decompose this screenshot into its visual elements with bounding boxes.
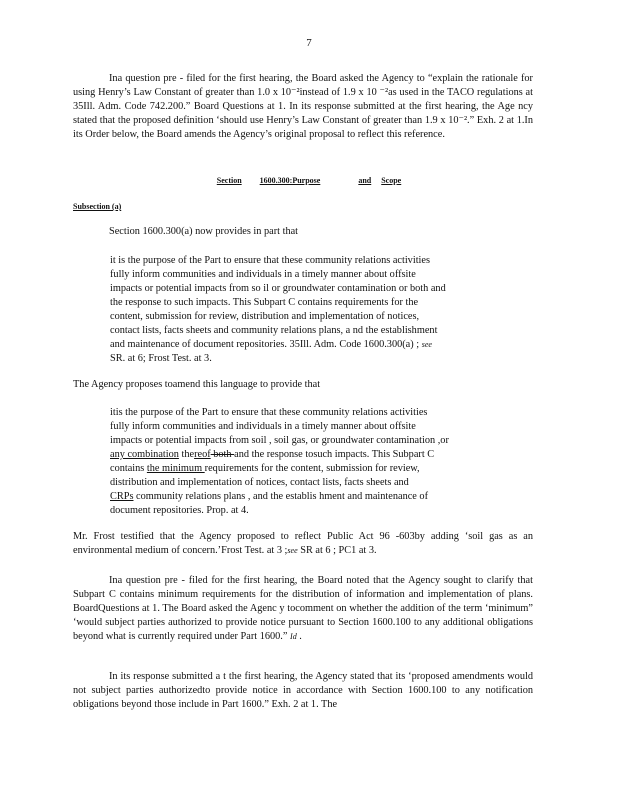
paragraph-text: . [296, 631, 302, 642]
section-number-title: 1600.300:Purpose [259, 176, 321, 185]
paragraph-agency-proposes: The Agency proposes toamend this language to provide that [73, 379, 321, 390]
quote-text: and the response tosuch impacts. This Subpart C [234, 449, 435, 460]
inserted-text: reof [194, 449, 211, 460]
see-signal: see [287, 546, 298, 555]
quote-line [110, 448, 498, 462]
inserted-text: any combination [110, 449, 179, 460]
quote-line: document repositories. Prop. at 4. [110, 505, 249, 516]
paragraph-frost-testified [73, 530, 533, 558]
subsection-label: Subsection (a) [73, 202, 122, 211]
quote-line: it is the purpose of the Part to ensure that these community relations activities [110, 255, 430, 266]
quote-line: distribution and implementation of notices, contact lists, facts sheets and [110, 477, 409, 488]
block-quote-current-rule [110, 254, 498, 366]
paragraph-henrys-law-question: Ina question pre - filed for the first hearing, the Board asked the Agency to “explain the rationale for using Henry’s Law Constant of greater than 1.0 x 10⁻²instead of 1.9 x 10 ⁻²as used in the TACO regulations at 35Ill. Adm. Code 742.200.” Board Questions at 1. In its response submitted at the first hearing, the Age ncy stated that the proposed definition ‘should use Henry’s Law Constant of greater than 1.9 x 10⁻².” Exh. 2 at 1.In its Order below, the Board amends the Agency’s original proposal to reflect this reference. [73, 73, 533, 140]
inserted-text: CRPs [110, 491, 134, 502]
quote-line [110, 462, 498, 476]
see-signal: see [421, 340, 432, 349]
block-quote-proposed-rule [110, 406, 498, 518]
quote-line: SR. at 6; Frost Test. at 3. [110, 353, 212, 364]
section-heading [0, 174, 618, 188]
section-word: Section [216, 176, 242, 185]
quote-text: requirements for the content, submission for review, [204, 463, 420, 474]
paragraph-minimum-requirements [73, 574, 533, 644]
quote-line: the response to such impacts. This Subpart C contains requirements for the [110, 297, 419, 308]
paragraph-text: Mr. Frost testified that the Agency proposed to reflect Public Act 96 -603by adding ‘soil gas as an environmental medium of concern.’Frost Test. at 3 ; [73, 531, 533, 556]
quote-line: impacts or potential impacts from so il or groundwater contamination or both and [110, 283, 446, 294]
quote-line: fully inform communities and individuals in a timely manner about offsite [110, 421, 416, 432]
paragraph-text: SR at 6 ; PC1 at 3. [297, 545, 377, 556]
quote-line: content, submission for review, distribution and implementation of notices, [110, 311, 420, 322]
inserted-text: the minimum [146, 463, 205, 474]
deleted-text: both [210, 449, 235, 460]
quote-line: fully inform communities and individuals in a timely manner about offsite [110, 269, 416, 280]
paragraph-agency-response: In its response submitted a t the first hearing, the Agency stated that its ‘proposed amendments would not subject parties authorizedto provide notice in accordance with Section 1600.100 to any notification obligations beyond those include in Part 1600.” Exh. 2 at 1. The [73, 671, 533, 710]
paragraph-text: Ina question pre - filed for the first hearing, the Board noted that the Agency sought to clarify that Subpart C contains minimum requirements for the distribution of information and implementation of plans. BoardQuestions at 1. The Board asked the Agenc y tocomment on whether the addition of the term ‘minimum” ‘would subject parties authorized to provide notice pursuant to Section 1600.100 to any additional obligations beyond what is currently required under Part 1600.” [73, 575, 533, 642]
quote-text: community relations plans , and the establis hment and maintenance of [133, 491, 429, 502]
paragraph-section-provides: Section 1600.300(a) now provides in part that [109, 226, 299, 237]
quote-line [110, 338, 498, 352]
quote-line: itis the purpose of the Part to ensure that these community relations activities [110, 407, 428, 418]
quote-line [110, 490, 498, 504]
quote-text: the [178, 449, 195, 460]
quote-line: impacts or potential impacts from soil , soil gas, or groundwater contamination ,or [110, 435, 449, 446]
section-and: and [358, 176, 372, 185]
quote-text: contains [110, 463, 147, 474]
id-signal: Id [290, 632, 297, 641]
quote-line: contact lists, facts sheets and community relations plans, a nd the establishment [110, 325, 438, 336]
section-scope: Scope [381, 176, 402, 185]
page-number: 7 [306, 37, 312, 49]
quote-text: and maintenance of document repositories. 35Ill. Adm. Code 1600.300(a) ; [110, 339, 422, 350]
